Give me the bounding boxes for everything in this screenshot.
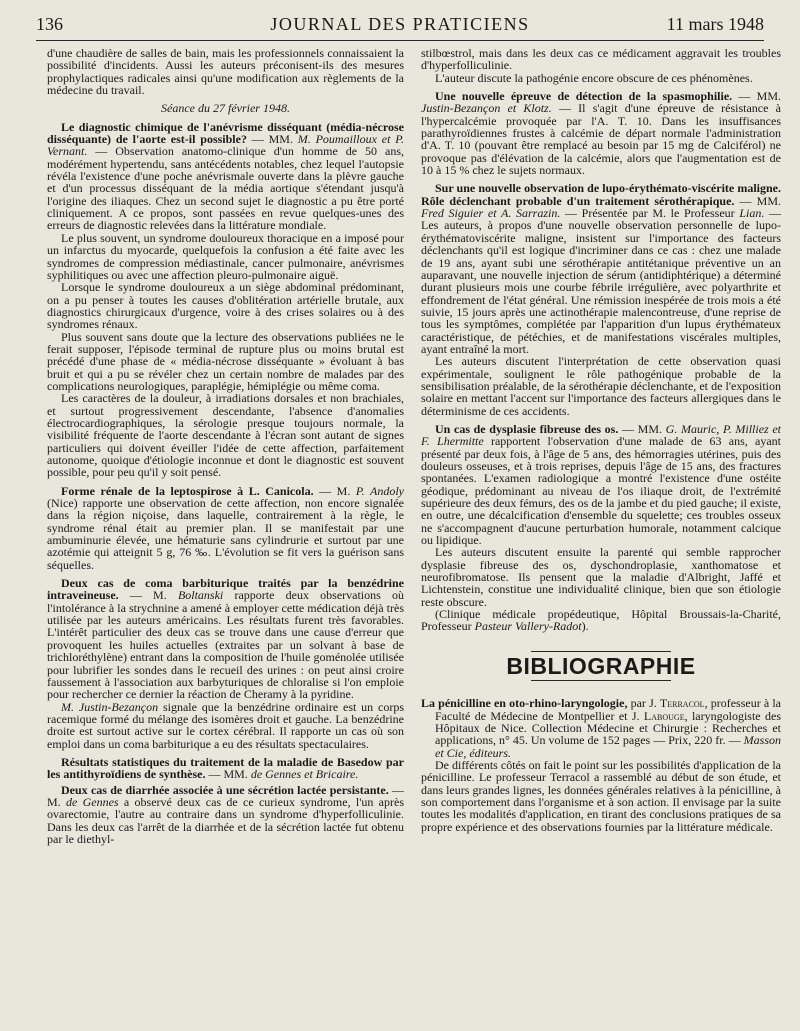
- paragraph: De différents côtés on fait le point sur les possibilités d'application de la pénicilline. Le professeur Terracol a rassemblé au début de son étude, et dans leurs grandes lignes, les données générales relatives à la pénicilline, à son comportement dans l'organisme et à son action. Il envisage par la suite toutes les modalités d'application, en tirant des conclusions pratiques de sa propre expérience et des observations fournies par la littérature médicale.: [421, 757, 781, 834]
- article-authors: Justin-Bezançon et Klotz.: [421, 101, 552, 116]
- bibliography-entry: [421, 697, 781, 759]
- article-spasmophilia: [421, 90, 781, 176]
- article-title: Résultats statistiques du traitement de la maladie de Basedow par les antithyroïdiens de synthèse.: [47, 754, 404, 782]
- article-diarrhea: [47, 784, 404, 846]
- article-authors: G. Mauric, P. Milliez et F. Lhermitte: [421, 421, 781, 449]
- article-text: rapporte deux observations où l'intolérance à la strychnine a amené à employer cette médication déjà très utilisée par les auteurs américains. Les résultats furent très favorables. L'intérêt particulier des deux cas se trouve dans une cause d'erreur que provoquent les huiles actuelles (extraites par un solvant à base de trichloréthylène) entrant dans la composition de l'huile goménolée utilisée pour lubrifier les sondes dans le recueil des urines : on peut ainsi croire faussement à l'association aux barbyturiques de chloralise si l'on emploie pour rechercher ce dernier la réaction de Cheramy à la pyridine.: [47, 588, 404, 702]
- page-number: 136: [36, 14, 63, 34]
- presenting-professor: Lian.: [739, 206, 765, 221]
- article-text: rapportent l'observation d'une malade de 63 ans, ayant présenté par deux fois, à l'âge de 5 ans, des hémorragies utérines, puis des douleurs osseuses, et à trois reprises, depuis l'âge de 15 ans, des fractures spontanées. L'examen radiologique a montré l'existence d'une ostéite géodique, prédominant au niveau de l'os iliaque droit, de l'extrémité supérieure des deux fémurs, des os de la jambe et du pied gauche; il existe, en outre, une décalcification d'ensemble du squelette; ces troubles osseux ne s'accompagnent d'aucune perturbation humorale, notamment calcique ou lipidique.: [421, 434, 781, 548]
- article-authors: Boltanski: [177, 588, 224, 603]
- article-dysplasia: [421, 423, 781, 546]
- book-author: Labouge: [643, 708, 685, 723]
- page-header: [36, 10, 764, 41]
- paragraph: Les auteurs discutent l'interprétation de cette observation quasi expérimentale, soulignent le rôle pathogénique probable de la sensibilisation préalable, de la sérothérapie déclenchante, et de l'exposition solaire en mettant l'accent sur l'importance des facteurs allergiques dans le déterminisme de ces accidents.: [421, 354, 781, 418]
- article-title: Une nouvelle épreuve de détection de la spasmophilie.: [435, 89, 733, 104]
- text-span: — Présentée par M. le Professeur: [560, 206, 740, 221]
- article-coma: [47, 577, 404, 700]
- text-span: , professeur à la Faculté de Médecine de Montpellier et J.: [435, 696, 781, 723]
- issue-date: 11 mars 1948: [666, 14, 764, 34]
- article-authors: de Gennes et Bricaire.: [250, 767, 359, 782]
- text-span: ).: [581, 619, 589, 634]
- text-span: (Clinique médicale propédeutique, Hôpital Broussais-la-Charité, Professeur: [421, 607, 781, 634]
- text-span: — MM.: [246, 132, 298, 147]
- article-title: Deux cas de coma barbiturique traités par la benzédrine intraveineuse.: [47, 576, 404, 603]
- professor-name: Pasteur Vallery-Radot: [474, 619, 582, 634]
- text-span: — MM.: [618, 421, 666, 436]
- paragraph: L'auteur discute la pathogénie encore obscure de ces phénomènes.: [435, 70, 753, 85]
- article-lupus: [421, 182, 781, 355]
- left-column: [47, 47, 404, 1025]
- continued-paragraph: stilbœstrol, mais dans les deux cas ce médicament aggravait les troubles d'hyperfolliculinie.: [421, 47, 781, 73]
- paragraph: Le plus souvent, un syndrome douloureux thoracique en a imposé pour un infarctus du myocarde, quelquefois la confusion a été faite avec les syndromes de compression médiastinale, cancer pulmonaire, anévrismes syphilitiques ou avec une affection pleuro-pulmonaire aiguë.: [47, 230, 404, 282]
- text-span: — M.: [47, 782, 404, 809]
- article-aneurysm: [47, 121, 404, 232]
- paragraph-text: signale que la benzédrine ordinaire est un corps racemique formé du mélange des isomères droit et gauche. La benzédrine droite est surtout active sur le cortex cérébral. Il rapporte un cas où son emploi dans un coma barbiturique a eu des résultats spectaculaires.: [47, 699, 404, 751]
- article-title: Forme rénale de la leptospirose à L. Canicola.: [61, 483, 314, 498]
- text-span: — MM.: [205, 767, 251, 782]
- book-author: Terracol: [659, 696, 705, 711]
- article-title: Deux cas de diarrhée associée à une sécrétion lactée persistante.: [61, 782, 389, 797]
- spacer: [421, 633, 781, 651]
- text-span: , laryngologiste des Hôpitaux de Nice. Collection Médecine et Chirurgie : Recherches et applications, n° 45. Un volume de 152 pages — Prix, 220 fr. —: [435, 708, 781, 748]
- text-span: — M.: [313, 483, 356, 498]
- intro-paragraph: d'une chaudière de salles de bain, mais les professionnels connaissaient la possibilité d'incidents. Aussi les auteurs préconisent-ils des mesures prophylactiques radicales ainsi qu'une modification aux règlements de la médecine du travail.: [47, 47, 404, 98]
- journal-title: JOURNAL DES PRATICIENS: [270, 14, 530, 34]
- article-title: Le diagnostic chimique de l'anévrisme disséquant (média-nécrose disséquante) de l'aorte est-il possible?: [47, 119, 404, 147]
- article-text: — Les auteurs, à propos d'une nouvelle observation personnelle de lupo-érythématoviscérite maligne, insistent sur l'importance des facteurs déclenchants qu'il est logique d'incriminer dans ce cas : chez une malade de 19 ans, ayant subi une sérothérapie antitétanique préventive un an auparavant, une nouvelle injection de sérum (antidiphtérique) a déterminé durant plusieurs mois une courbe fébrile irrégulière, avec polyarthrite et effondrement de l'état général. Une rémission inespérée de trois mois a été suivie, 15 jours après une actinothérapie malencontreuse, d'une reprise de tous les symptômes, complétée par l'apparition d'un lupus érythémateux caractéristique, de pétéchies, et de manifestations viscérales multiples, ayant entraîné la mort.: [421, 206, 781, 356]
- session-heading: Séance du 27 février 1948.: [161, 101, 290, 116]
- paragraph: [47, 701, 404, 750]
- paragraph: Plus souvent sans doute que la lecture des observations publiées ne le ferait supposer, l'épisode terminal de rupture plus ou moins brutal est précédé d'une phase de « média-nécrose disséquante » évoluant à bas bruit et qui a pu se révéler chez un certain nombre de malades par des complications neurologiques, paraplégie, hémiplégie ou même coma.: [47, 329, 404, 393]
- text-span: — MM.: [732, 89, 781, 104]
- paragraph: Les auteurs discutent ensuite la parenté qui semble rapprocher dysplasie fibreuse des os, dyschondroplasie, xanthomatose et neurofibromatose. Ils pensent que la maladie d'Albright, Jaffé et Lichtenstein, constitue une individualité clinique, bien que son étiologie reste obscure.: [421, 545, 781, 609]
- paragraph-author: M. Justin-Bezançon: [61, 699, 159, 714]
- article-authors: M. Poumailloux et P. Vernant.: [47, 132, 404, 159]
- publisher: Masson et Cie, éditeurs.: [435, 733, 781, 760]
- text-span: par J.: [627, 696, 660, 711]
- article-title: Sur une nouvelle observation de lupo-érythémato-viscérite maligne. Rôle déclenchant probable d'un traitement sérothérapique.: [421, 181, 781, 208]
- right-column: [421, 47, 781, 1025]
- spacer: [421, 681, 781, 697]
- article-text: — Il s'agit d'une épreuve de résistance à l'hypercalcémie provoquée par l'A. T. 10. Dans les insuffisances parathyroïdiennes frustes à calcémie de départ normale l'administration d'A. T. 10 (pouvant être remplacé au besoin par 15 mg de Calciférol) ne provoque pas d'élévation de la calcémie, alors que l'augmentation est de 10 à 15 % chez le sujets normaux.: [421, 101, 781, 178]
- divider: [531, 651, 671, 652]
- article-text: — Observation anatomo-clinique d'un homme de 50 ans, modérément hypertendu, sans antécédents notables, chez lequel l'autopsie révéla l'existence d'une poche anévrismale ouverte dans la plèvre gauche et d'un processus disséquant de la média aortique s'étendant jusqu'à l'origine des iliaques. Chez un second sujet le diagnostic a pu être porté cliniquement. A ce propos, sont passées en revue quelques-unes des erreurs de diagnostic relevées dans la littérature mondiale.: [47, 144, 404, 233]
- article-title: Un cas de dysplasie fibreuse des os.: [435, 421, 619, 436]
- bibliography-heading: BIBLIOGRAPHIE: [506, 652, 696, 679]
- article-leptospirosis: [47, 485, 404, 571]
- text-span: — MM.: [734, 193, 781, 208]
- book-title: La pénicilline en oto-rhino-laryngologie,: [421, 696, 628, 711]
- article-text: (Nice) rapporte une observation de cette affection, non encore signalée dans la région niçoise, dans laquelle, contrairement à la règle, le syndrome rénal était au premier plan. Il se manifestait par une ambuminurie élevée, une hématurie sans cylindrurie et surtout par une azotémie qui atteignit 5 g, 76 ‰. L'évolution se fit vers la guérison sans séquelles.: [47, 496, 404, 572]
- text-span: — M.: [118, 588, 178, 603]
- article-authors: P. Andoly: [355, 483, 404, 498]
- paragraph: [421, 608, 781, 633]
- article-text: a observé deux cas de ce curieux syndrome, l'un après ovarectomie, l'autre au contraire dans un syndrome d'hyperfolliculinie. Dans les deux cas l'arrêt de la diarrhée et de la sécrétion lactée fut obtenu par le diethyl-: [47, 794, 404, 846]
- paragraph: Les caractères de la douleur, à irradiations dorsales et non brachiales, et surtout progressivement descendante, l'absence d'anomalies électrocardiographiques, la sérologie presque toujours normale, la visibilité fréquente de l'aorte descendante à l'écran sont autant de signes particuliers qui doivent éveiller l'idée de cette affection, parfaitement autonome, quoique d'étiologie inconnue et dont le diagnostic est souvent possible, pour peu qu'il y soit pensé.: [47, 391, 404, 480]
- article-authors: de Gennes: [65, 794, 119, 809]
- article-basedow: [47, 756, 404, 781]
- paragraph: Lorsque le syndrome douloureux a un siège abdominal prédominant, on a pu penser à toutes les causes d'oblitération artérielle brutale, aux diagnostics chirurgicaux d'urgence, voire à des crises solaires ou à des syndromes rénaux.: [47, 280, 404, 332]
- article-authors: Fred Siguier et A. Sarrazin.: [421, 206, 561, 221]
